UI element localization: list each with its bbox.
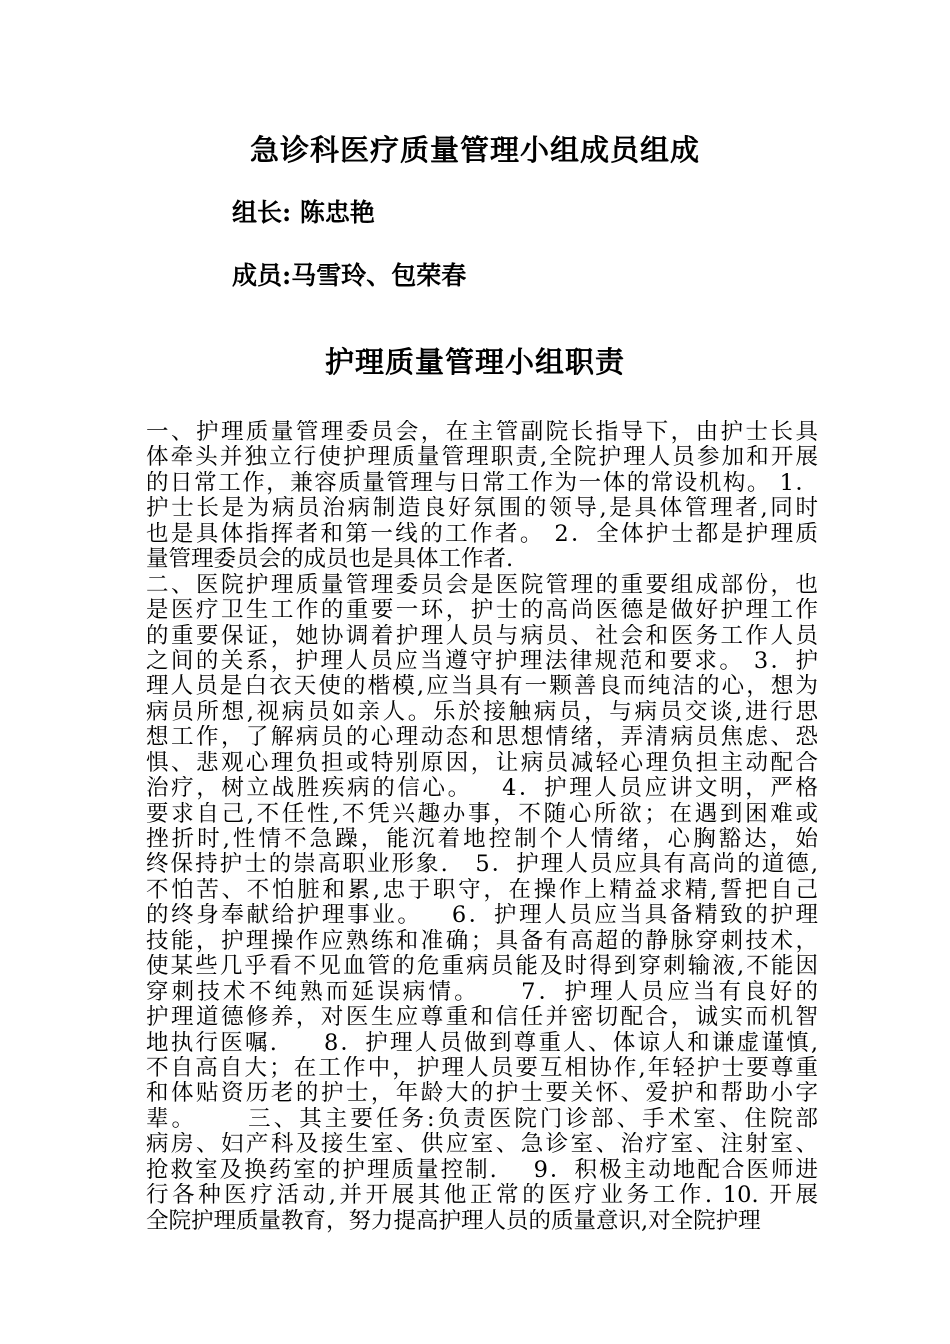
body-line: 终保持护士的崇高职业形象. 5．护理人员应具有高尚的道德, (146, 852, 818, 878)
group-leader-line: 组长: 陈忠艳 (232, 198, 375, 227)
body-line: 护士长是为病员治病制造良好氛围的领导,是具体管理者,同时 (146, 496, 818, 522)
body-line: 之间的关系，护理人员应当遵守护理法律规范和要求。 3．护 (146, 648, 818, 674)
body-line: 不怕苦、不怕脏和累,忠于职守，在操作上精益求精,誓把自己 (146, 877, 818, 903)
group-members-line: 成员:马雪玲、包荣春 (232, 261, 467, 290)
body-line: 使某些几乎看不见血管的危重病员能及时得到穿刺输液,不能因 (146, 954, 818, 980)
body-line: 理人员是白衣天使的楷模,应当具有一颗善良而纯洁的心，想为 (146, 674, 818, 700)
body-line: 全院护理质量教育，努力提高护理人员的质量意识,对全院护理 (146, 1208, 761, 1234)
body-line: 病员所想,视病员如亲人。乐於接触病员，与病员交谈,进行思 (146, 699, 818, 725)
body-line: 地执行医嘱. 8．护理人员做到尊重人、体谅人和谦虚谨慎, (146, 1030, 818, 1056)
document-title: 急诊科医疗质量管理小组成员组成 (249, 133, 700, 167)
body-line: 是医疗卫生工作的重要一环，护士的高尚医德是做好护理工作 (146, 598, 818, 624)
body-line: 量管理委员会的成员也是具体工作者. (146, 547, 514, 573)
body-line: 的重要保证，她协调着护理人员与病员、社会和医务工作人员 (146, 623, 818, 649)
body-line: 病房、妇产科及接生室、供应室、急诊室、治疗室、注射室、 (146, 1132, 818, 1158)
body-line: 和体贴资历老的护士，年龄大的护士要关怀、爱护和帮助小字 (146, 1081, 818, 1107)
body-line: 惧、悲观心理负担或特别原因，让病员减轻心理负担主动配合 (146, 750, 818, 776)
body-line: 技能，护理操作应熟练和准确；具备有高超的静脉穿刺技术， (146, 928, 818, 954)
body-line: 治疗，树立战胜疾病的信心。 4．护理人员应讲文明，严格 (146, 776, 818, 802)
body-line: 的终身奉献给护理事业。 6．护理人员应当具备精致的护理 (146, 903, 818, 929)
body-line: 想工作，了解病员的心理动态和思想情绪，弄清病员焦虑、恐 (146, 725, 818, 751)
body-line: 穿刺技术不纯熟而延误病情。 7．护理人员应当有良好的 (146, 979, 818, 1005)
body-line: 辈。 三、其主要任务:负责医院门诊部、手术室、住院部 (146, 1106, 818, 1132)
section-title: 护理质量管理小组职责 (324, 345, 625, 379)
body-line: 要求自己,不任性,不凭兴趣办事，不随心所欲；在遇到困难或 (146, 801, 818, 827)
body-line: 体牵头并独立行使护理质量管理职责,全院护理人员参加和开展 (146, 445, 818, 471)
body-line: 二、医院护理质量管理委员会是医院管理的重要组成部份，也 (146, 572, 818, 598)
body-line: 挫折时,性情不急躁，能沉着地控制个人情绪，心胸豁达，始 (146, 827, 818, 852)
body-text (146, 420, 818, 1234)
body-line: 一、护理质量管理委员会，在主管副院长指导下，由护士长具 (146, 420, 818, 445)
body-line: 的日常工作，兼容质量管理与日常工作为一体的常设机构。 1． (146, 470, 818, 496)
body-line: 行各种医疗活动,并开展其他正常的医疗业务工作. 10. 开展 (146, 1183, 818, 1209)
body-line: 抢救室及换药室的护理质量控制. 9．积极主动地配合医师进 (146, 1157, 818, 1183)
body-line: 也是具体指挥者和第一线的工作者。 2．全体护士都是护理质 (146, 521, 818, 547)
body-line: 护理道德修养，对医生应尊重和信任并密切配合，诚实而机智 (146, 1005, 818, 1031)
body-line: 不自高自大；在工作中，护理人员要互相协作,年轻护士要尊重 (146, 1055, 818, 1081)
